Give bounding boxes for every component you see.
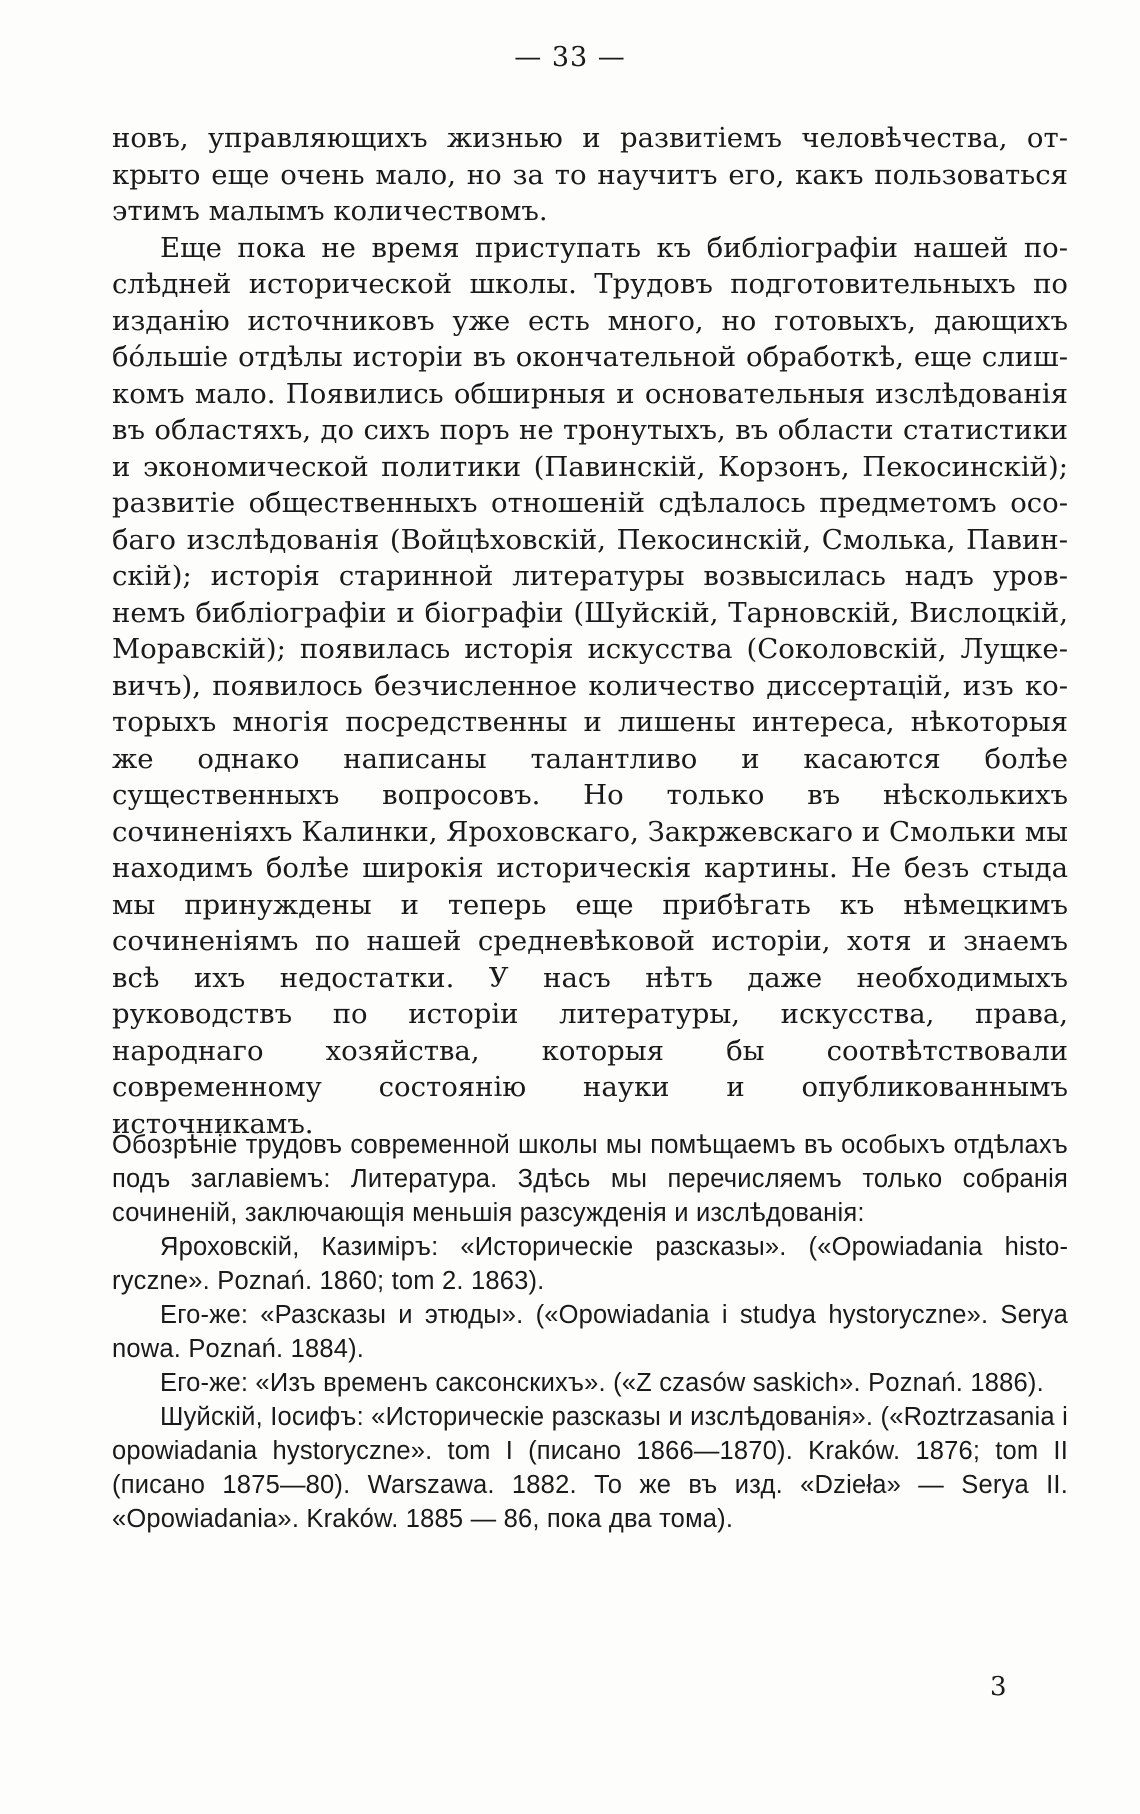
main-text xyxy=(112,120,1068,1142)
footnote-entry: Яроховскій, Казиміръ: «Историческіе разсказы». («Opowiadania historyczne». Poznań. 1860; tom 2. 1863). xyxy=(112,1233,1068,1295)
footnote-entry: Шуйскій, Іосифъ: «Историческіе разсказы и изслѣдованія». («Roztrzasania i opowiadania hystoryczne». tom I (писано 1866—1870). Kraków. 1876; tom II (писано 1875—80). Warszawa. 1882. То же въ изд. «Dzieła» — Serya II. «Opowiadania». Kraków. 1885 — 86, пока два тома). xyxy=(112,1403,1068,1533)
footnote xyxy=(112,1128,1068,1536)
footnote-entry: Его-же: «Изъ временъ саксонскихъ». («Z czasów saskich». Poznań. 1886). xyxy=(160,1369,1044,1397)
paragraph-bibliography: Еще пока не время приступать къ библіографіи нашей послѣдней исторической школы. Трудовъ подготовительныхъ по изданію источниковъ уже есть много, но готовыхъ, дающихъ бόльшіе отдѣлы исторіи въ окончательной обработкѣ, еще слишкомъ мало. Появились обширныя и основательныя изслѣдованія въ областяхъ, до сихъ поръ не тронутыхъ, въ области статистики и экономической политики (Павинскій, Корзонъ, Пекосинскій); развитіе общественныхъ отношеній сдѣлалось предметомъ особаго изслѣдованія (Войцѣховскій, Пекосинскій, Смолька, Павинскій); исторія старинной литературы возвысилась надъ уровнемъ библіографіи и біографіи (Шуйскій, Тарновскій, Вислоцкій, Моравскій); появилась исторія искусства (Соколовскій, Лущкевичъ), появилось безчисленное количество диссертацій, изъ которыхъ многія посредственны и лишены интереса, нѣкоторыя же однако написаны талантливо и касаются болѣе существенныхъ вопросовъ. Но только въ нѣсколькихъ сочиненіяхъ Калинки, Яроховскаго, Закржевскаго и Смольки мы находимъ болѣе широкія историческія картины. Не безъ стыда мы принуждены и теперь еще прибѣгать къ нѣмецкимъ сочиненіямъ по нашей средневѣковой исторіи, хотя и знаемъ всѣ ихъ недостатки. У насъ нѣтъ даже необходимыхъ руководствъ по исторіи литературы, искусства, права, народнаго хозяйства, которыя бы соотвѣтствовали современному состоянію науки и опубликованнымъ источникамъ. xyxy=(112,231,1068,1140)
page-number: — 33 — xyxy=(514,42,626,73)
footnote-entry: Его-же: «Разсказы и этюды». («Opowiadania i studya hystoryczne». Serya nowa. Poznań. 1884). xyxy=(112,1301,1068,1363)
printer-signature-mark: 3 xyxy=(990,1672,1007,1702)
paragraph-continued: новъ, управляющихъ жизнью и развитіемъ человѣчества, открыто еще очень мало, но за то научитъ его, какъ пользоваться этимъ малымъ количествомъ. xyxy=(112,122,1068,227)
footnote-intro: Обозрѣніе трудовъ современной школы мы помѣщаемъ въ особыхъ отдѣлахъ подъ заглавіемъ: Литература. Здѣсь мы перечисляемъ только собранія сочиненій, заключающія меньшія разсужденія и изслѣдованія: xyxy=(112,1131,1068,1227)
